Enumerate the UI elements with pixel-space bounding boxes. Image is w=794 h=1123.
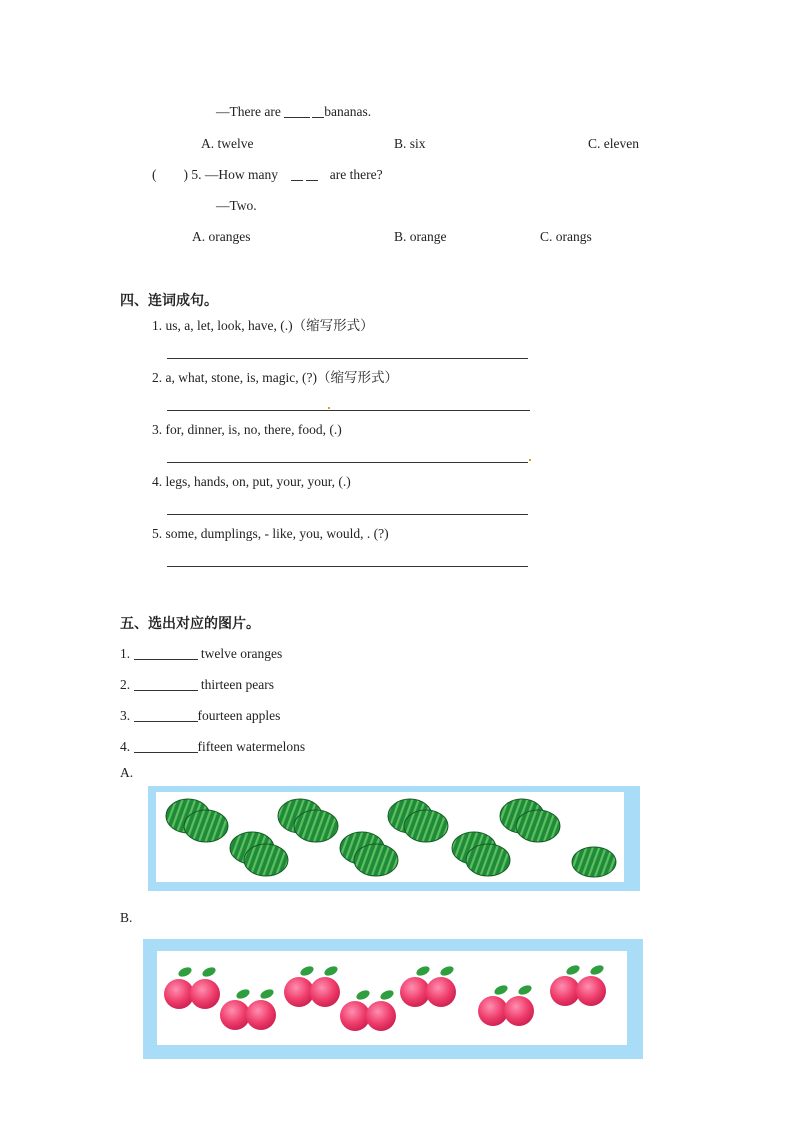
- apple-pair: [164, 965, 220, 1009]
- watermelon-group-3: [278, 799, 338, 842]
- q5-answer: —Two.: [216, 198, 257, 213]
- s5-item-1: 1. twelve oranges: [120, 646, 283, 661]
- s4-item-1: 1. us, a, let, look, have, (.)（缩写形式）: [152, 318, 374, 333]
- answer-blank[interactable]: [312, 105, 324, 118]
- apple-pair: [478, 983, 534, 1026]
- q5-option-a[interactable]: A. oranges: [192, 229, 251, 244]
- answer-blank[interactable]: [134, 678, 198, 691]
- answer-blank[interactable]: [291, 168, 303, 181]
- s4-item-4: 4. legs, hands, on, put, your, your, (.): [152, 474, 351, 489]
- apple-illustration: [143, 939, 643, 1059]
- answer-line[interactable]: [167, 566, 528, 567]
- picture-b-apples[interactable]: [143, 939, 643, 1059]
- watermelon-single: [572, 847, 616, 877]
- s4-item-2: 2. a, what, stone, is, magic, (?)（缩写形式）: [152, 370, 398, 385]
- watermelon-group-1: [166, 799, 228, 842]
- watermelon-group-6: [452, 832, 510, 876]
- s4-item-5: 5. some, dumplings, ‐ like, you, would, . (?): [152, 526, 389, 541]
- answer-blank[interactable]: [284, 105, 310, 118]
- watermelon-group-5: [388, 799, 448, 842]
- apple-pair: [340, 988, 396, 1031]
- answer-line[interactable]: [167, 462, 528, 463]
- answer-line[interactable]: [167, 514, 528, 515]
- s5-item-4: 4. fifteen watermelons: [120, 739, 306, 754]
- picture-label-a: A.: [120, 765, 134, 780]
- watermelon-group-2: [230, 832, 288, 876]
- apple-pair: [550, 963, 606, 1006]
- answer-blank[interactable]: [306, 168, 318, 181]
- answer-line[interactable]: [167, 410, 530, 411]
- stray-mark: [529, 459, 531, 461]
- section5-heading: 五、选出对应的图片。: [120, 616, 260, 632]
- picture-a-watermelons[interactable]: [148, 786, 640, 891]
- q4-option-c[interactable]: C. eleven: [588, 136, 639, 151]
- s4-item-3: 3. for, dinner, is, no, there, food, (.): [152, 422, 342, 437]
- q4-answer-line: —There are bananas.: [216, 104, 372, 119]
- q4-option-b[interactable]: B. six: [394, 136, 426, 151]
- picture-label-b: B.: [120, 910, 133, 925]
- stray-mark: [328, 407, 330, 409]
- answer-blank[interactable]: [134, 740, 198, 753]
- apple-pair: [284, 964, 340, 1007]
- answer-blank[interactable]: [134, 647, 198, 660]
- watermelon-illustration: [148, 786, 640, 891]
- apple-pair: [220, 987, 276, 1030]
- q4-option-a[interactable]: A. twelve: [201, 136, 254, 151]
- s5-item-3: 3. fourteen apples: [120, 708, 281, 723]
- apple-pair: [400, 964, 456, 1007]
- q5-question-line: ( ) 5. —How many are there?: [152, 167, 383, 182]
- q5-option-c[interactable]: C. orangs: [540, 229, 592, 244]
- s5-item-2: 2. thirteen pears: [120, 677, 274, 692]
- q5-option-b[interactable]: B. orange: [394, 229, 447, 244]
- answer-blank[interactable]: [134, 709, 198, 722]
- watermelon-group-4: [340, 832, 398, 876]
- answer-line[interactable]: [167, 358, 528, 359]
- watermelon-group-7: [500, 799, 560, 842]
- section4-heading: 四、连词成句。: [120, 293, 218, 309]
